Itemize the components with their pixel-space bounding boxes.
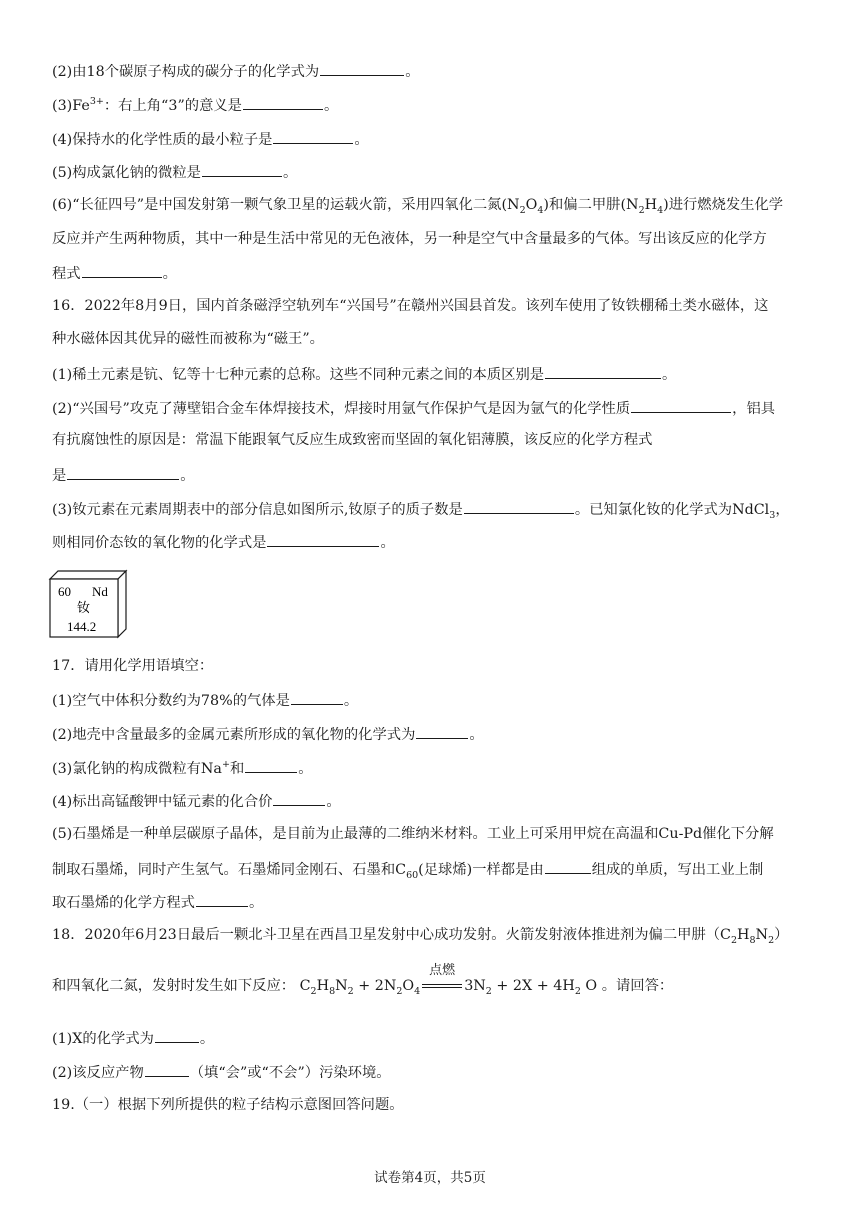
equals-sign-icon [422,984,462,988]
q17-part5-line2: 制取石墨烯，同时产生氢气。石墨烯同金刚石、石墨和$C_{60}$(足球烯)一样都是由 组成的单质，写出工业上制 [52,858,763,880]
q17-part4: (4)标出高锰酸钾中锰元素的化合价 。 [52,790,341,812]
answer-blank[interactable] [82,262,162,278]
q16-part3-line2: 则相同价态钕的氧化物的化学式是 。 [52,531,395,553]
answer-blank[interactable] [267,531,379,547]
element-atomic-number: 60 [58,584,71,599]
q17-part5-line3: 取石墨烯的化学方程式 。 [52,891,263,913]
reaction-condition: 点燃 [429,963,456,978]
page-footer: 试卷第4页，共5页 [374,1170,486,1186]
answer-blank[interactable] [545,858,591,874]
q16-part3-line1: (3)钕元素在元素周期表中的部分信息如图所示,钕原子的质子数是 。已知氯化钕的化学式为NdCl$_3$， [52,498,790,520]
periodic-element-tile [48,569,128,639]
q15-part6-line1: (6)“长征四号”是中国发射第一颗气象卫星的运载火箭，采用四氧化二氮$(N_2O_4)$和偏二甲肼$(N_2H_4)$进行燃烧发生化学 [52,197,784,216]
reaction-equation: $C_2H_8N_2 + 2N_2O_4$ 点燃 $3N_2 + 2X + 4H_2$ O [299,963,598,997]
q15-part3: $(3)Fe^{3+}$：右上角“3”的意义是 。 [52,94,338,116]
q15-part6-line3: 程式 。 [52,262,177,284]
q18-stem-line1: 18．2020年6月23日最后一颗北斗卫星在西昌卫星发射中心成功发射。火箭发射液体推进剂为偏二甲肼$(C_2H_8N_2)$ [52,927,789,946]
q17-part3: (3)氯化钠的构成微粒有Na+和 。 [52,757,313,779]
answer-blank[interactable] [545,363,661,379]
answer-blank[interactable] [245,757,297,773]
q16-part1: (1)稀土元素是钪、钇等十七种元素的总称。这些不同种元素之间的本质区别是 。 [52,363,676,385]
answer-blank[interactable] [243,94,323,110]
answer-blank[interactable] [464,498,574,514]
reaction-arrow [420,963,464,996]
q18-part2: (2)该反应产物 （填“会”或“不会”）污染环境。 [52,1061,391,1083]
q15-part5: (5)构成氯化钠的微粒是 。 [52,161,297,183]
answer-blank[interactable] [273,128,353,144]
q15-part4: (4)保持水的化学性质的最小粒子是 。 [52,128,369,150]
element-name: 钕 [77,601,91,616]
q17-part5-line1: (5)石墨烯是一种单层碳原子晶体，是目前为止最薄的二维纳米材料。工业上可采用甲烷在高温和Cu-Pd催化下分解 [52,826,774,842]
q17-part2: (2)地壳中含量最多的金属元素所形成的氧化物的化学式为 。 [52,723,484,745]
q16-part2-line2: 有抗腐蚀性的原因是：常温下能跟氧气反应生成致密而坚固的氧化铝薄膜，该反应的化学方程式 [52,432,653,448]
element-symbol: Nd [92,584,108,599]
answer-blank[interactable] [67,464,179,480]
answer-blank[interactable] [273,790,325,806]
answer-blank[interactable] [291,689,343,705]
answer-blank[interactable] [196,891,248,907]
answer-blank[interactable] [631,397,731,413]
q17-part1: (1)空气中体积分数约为78%的气体是 。 [52,689,358,711]
q18-part1: (1)X的化学式为 。 [52,1027,214,1049]
answer-blank[interactable] [155,1027,199,1043]
answer-blank[interactable] [145,1061,189,1077]
q17-stem: 17．请用化学用语填空： [52,658,214,674]
q15-part6-line2: 反应并产生两种物质，其中一种是生活中常见的无色液体，另一种是空气中含量最多的气体。写出该反应的化学方 [52,231,767,247]
q19-stem: 19.（一）根据下列所提供的粒子结构示意图回答问题。 [52,1097,404,1113]
q16-part2-line3: 是 。 [52,464,195,486]
q15-part2: (2)由18个碳原子构成的碳分子的化学式为 。 [52,60,420,82]
answer-blank[interactable] [202,161,282,177]
answer-blank[interactable] [320,60,404,76]
element-atomic-mass: 144.2 [67,619,97,634]
answer-blank[interactable] [416,723,468,739]
q16-stem-line1: 16．2022年8月9日，国内首条磁浮空轨列车“兴国号”在赣州兴国县首发。该列车使用了钕铁棚稀土类水磁体，这 [52,298,769,314]
q16-stem-line2: 种水磁体因其优异的磁性而被称为“磁王”。 [52,331,324,347]
q16-part2-line1: (2)“兴国号”攻克了薄壁铝合金车体焊接技术，焊接时用氩气作保护气是因为氩气的化学性质 ，铝具 [52,397,775,419]
q18-stem-line2: 和四氧化二氮，发射时发生如下反应： $C_2H_8N_2 + 2N_2O_4$ 点燃 $3N_2 + 2X + 4H_2$ O 。请回答： [52,963,674,997]
